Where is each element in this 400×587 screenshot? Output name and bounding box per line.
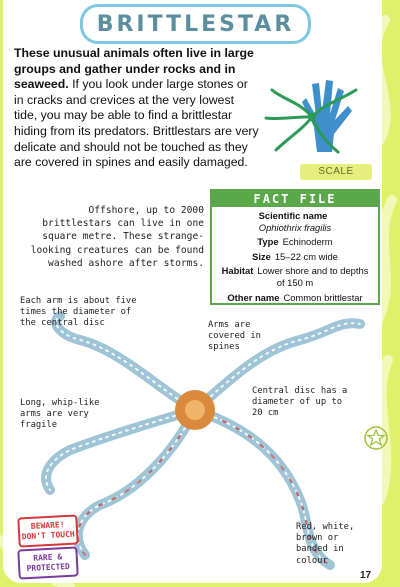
fact-file-heading: FACT FILE [212, 191, 378, 207]
fact-type-value: Echinoderm [282, 236, 333, 248]
intro-paragraph [14, 46, 260, 171]
annotation-whip-arms: Long, whip-like arms are very fragile [20, 398, 100, 431]
fact-type-label: Type [257, 236, 279, 248]
fact-size [218, 251, 372, 263]
annotation-arm-length: Each arm is about five times the diameter of the central disc [20, 296, 137, 329]
fact-scientific-value: Ophiothrix fragilis [258, 221, 332, 233]
annotation-colour: Red, white, brown or banded in colour [296, 522, 355, 566]
fact-other-label: Other name [227, 291, 280, 303]
fact-size-value: 15–22 cm wide [274, 250, 338, 262]
star-icon [364, 426, 388, 450]
scale-hand-illustration [262, 72, 362, 156]
page-title: BRITTLESTAR [96, 11, 295, 37]
fact-file-box [210, 189, 380, 305]
rare-protected-badge: RARE & PROTECTED [17, 546, 78, 579]
fact-other-value: Common brittlestar [283, 291, 363, 303]
offshore-note: Offshore, up to 2000 brittlestars can live in one square metre. These strange-looking creatures can be found washed ashore after storms. [30, 205, 204, 269]
intro-bold-text: These unusual animals often live in large groups and gather under rocks and in seaweed. [14, 46, 254, 92]
page-number: 17 [360, 570, 372, 581]
fact-scientific-name [218, 210, 372, 233]
fact-other-name [218, 292, 372, 304]
fact-type [218, 236, 372, 248]
fact-habitat-value: Lower shore and to depths of 150 m [257, 265, 369, 288]
fact-habitat-label: Habitat [221, 265, 254, 277]
intro-text: If you look under large stones or in cracks and crevices at the very lowest tide, you may be able to find a brittlestar hiding from its predators. Brittlestars are very delicate and should not be touched as they are covered in spines and easily damaged. [14, 77, 259, 170]
title-banner [80, 4, 311, 44]
fact-habitat [218, 265, 372, 288]
scale-label: SCALE [300, 164, 372, 180]
fact-size-label: Size [252, 250, 271, 262]
annotation-arms-spines: Arms are covered in spines [208, 320, 261, 353]
beware-badge: BEWARE! DON'T TOUCH [17, 514, 78, 547]
annotation-disc-diameter: Central disc has a diameter of up to 20 cm [252, 386, 348, 419]
fact-scientific-label: Scientific name [258, 210, 328, 221]
